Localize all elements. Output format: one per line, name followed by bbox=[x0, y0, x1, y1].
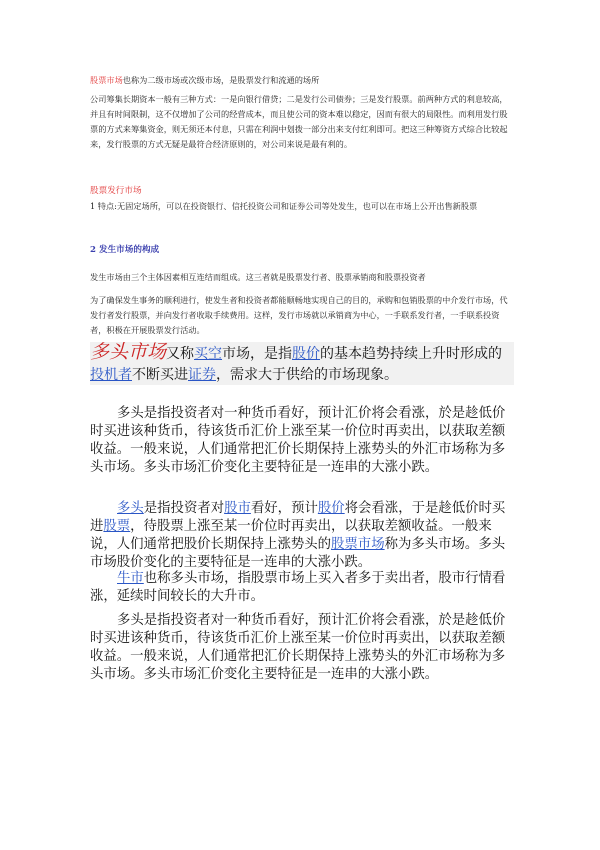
bull-text-3: 的基本趋势持续上升时形成的 bbox=[320, 346, 503, 362]
bull-market-definition bbox=[90, 342, 514, 386]
niu-text-1: 也称多头市场，指股票市场上买入者多于卖出者，股市行情看涨，延续时间较长的大升市。 bbox=[90, 571, 506, 604]
composition-title: 2 发生市场的构成 bbox=[90, 245, 160, 255]
bull-text-1: 又称 bbox=[166, 346, 195, 362]
composition-para1-block bbox=[90, 270, 514, 285]
stock-text-2: 看好，预计 bbox=[250, 501, 318, 516]
link-securities[interactable]: 证券 bbox=[188, 367, 216, 383]
stock-text-4: ，待股票上涨至某一价位时再卖出，以获取差额收益。一般来说，人们通常把股价长期保持上涨势头的 bbox=[90, 519, 492, 552]
link-bull[interactable]: 多头 bbox=[117, 501, 144, 516]
issuance-section bbox=[90, 184, 514, 214]
stock-market-term: 股票市场 bbox=[90, 75, 123, 85]
link-stock-market[interactable]: 股票市场 bbox=[331, 537, 385, 552]
stock-text-5: 称为多头市场。多头市场股价变化的主要特征是一连串的大涨小跌。 bbox=[90, 537, 506, 570]
issuance-title: 股票发行市场 bbox=[90, 186, 142, 196]
bull-market-definition-box bbox=[90, 342, 514, 385]
link-buy-short[interactable]: 买空 bbox=[194, 346, 223, 362]
composition-para2: 为了确保发生事务的顺利进行，使发生者和投资者都能顺畅地实现自己的目的，承购和包销股票的中介发行市场，代发行者发行股票，并向发行者收取手续费用。这样，发行市场就以承销商为中心，一手联系发行者，一手联系投资者，积极在开展股票发行活动。 bbox=[90, 295, 508, 335]
stock-text-3: 将会看涨，于是趁低价时买进 bbox=[90, 501, 506, 534]
stock-bull-paragraph bbox=[90, 500, 514, 572]
composition-para1: 发生市场由三个主体因素相互连结而组成。这三者就是股票发行者、股票承销商和股票投资者 bbox=[90, 272, 426, 282]
bull-text-5: ，需求大于供给的市场现象。 bbox=[216, 367, 398, 383]
bull-market-title: 多头市场 bbox=[90, 341, 167, 363]
link-stock-price[interactable]: 股价 bbox=[292, 346, 321, 362]
forex-bull-paragraph-repeat: 多头是指投资者对一种货币看好，预计汇价将会看涨，於是趁低价时买进该种货币，待该货币汇价上涨至某一价位时再卖出，以获取差额收益。一般来说，人们通常把汇价长期保持上涨势头的外汇市场称为多头市场。多头市场汇价变化主要特征是一连串的大涨小跌。 bbox=[90, 613, 506, 682]
issuance-feature: 1 特点:无固定场所，可以在投资银行、信托投资公司和证券公司等处发生，也可以在市场上公开出售新股票 bbox=[90, 201, 478, 211]
intro-definition bbox=[90, 73, 514, 88]
link-bull-market[interactable]: 牛市 bbox=[117, 571, 144, 586]
intro-section bbox=[90, 73, 514, 152]
bull-text-2: 市场，是指 bbox=[222, 346, 293, 362]
link-stock-price-2[interactable]: 股价 bbox=[317, 501, 345, 516]
bull-text-4: 不断买进 bbox=[132, 367, 188, 383]
niu-market-paragraph bbox=[90, 570, 514, 606]
composition-para2-block bbox=[90, 293, 514, 338]
intro-paragraph: 公司筹集长期资本一般有三种方式：一是向银行借贷；二是发行公司债券；三是发行股票。前两种方式的利息较高，并且有时间限制，这不仅增加了公司的经营成本，而且使公司的资本难以稳定，因而有很大的局限性。而利用发行股票的方式来筹集资金，则无须还本付息，只需在利润中划拨一部分出来支付红利即可。把这三种筹资方式综合比较起来，发行股票的方式无疑是最符合经济原则的，对公司来说是最有利的。 bbox=[90, 94, 508, 149]
link-stock-market-short[interactable]: 股市 bbox=[224, 501, 251, 516]
link-speculator[interactable]: 投机者 bbox=[90, 367, 132, 383]
link-stocks[interactable]: 股票 bbox=[103, 519, 131, 534]
stock-text-1: 是指投资者对 bbox=[143, 501, 225, 516]
intro-definition-text: 也称为二级市场或次级市场，是股票发行和流通的场所 bbox=[122, 75, 320, 85]
composition-heading bbox=[90, 243, 159, 255]
forex-bull-paragraph: 多头是指投资者对一种货币看好，预计汇价将会看涨，於是趁低价时买进该种货币，待该货币汇价上涨至某一价位时再卖出，以获取差额收益。一般来说，人们通常把汇价长期保持上涨势头的外汇市场称为多头市场。多头市场汇价变化主要特征是一连串的大涨小跌。 bbox=[90, 406, 506, 475]
